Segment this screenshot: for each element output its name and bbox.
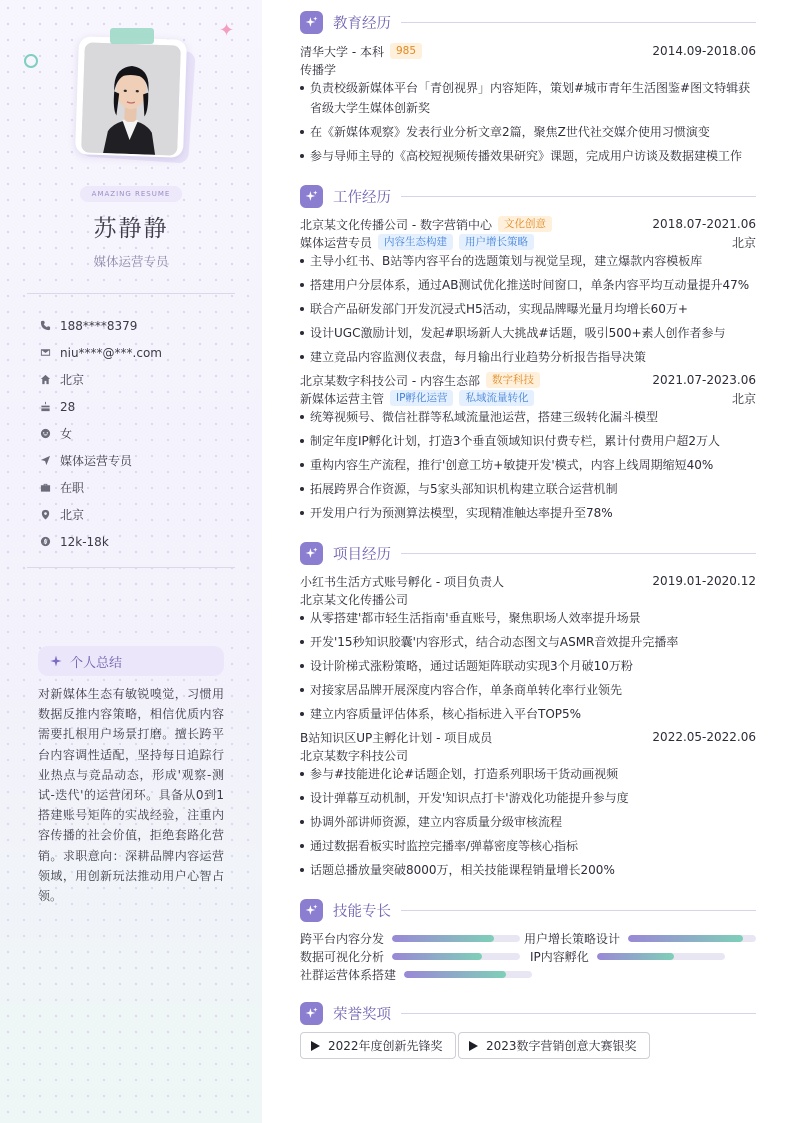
section-badge [300,542,323,565]
candidate-name: 苏静静 [93,216,169,242]
skill-bar [628,935,756,942]
phone-value: 188****8379 [60,318,138,333]
play-triangle-icon [311,1041,320,1051]
education-period: 2014.09-2018.06 [652,44,756,58]
send-icon [40,455,51,466]
location-value: 北京 [60,508,85,522]
skill-bar [392,953,520,960]
list-item: 拓展跨界合作资源，与5家头部知识机构建立联合运营机制 [300,479,756,499]
age-value: 28 [60,399,76,414]
skill-item [300,948,520,964]
avatar-portrait-icon [81,42,181,155]
education-section-header [300,10,756,34]
sparkle-icon: ✦ [219,20,235,41]
job-company-row [300,215,756,233]
info-age [40,393,162,420]
salary-icon [40,536,51,547]
salary-value: 12k-18k [60,534,109,549]
summary-title: 个人总结 [70,655,123,671]
list-item: 重构内容生产流程，推行'创意工坊+敏捷开发'模式，内容上线周期缩短40% [300,455,756,475]
target-role-value: 媒体运营专员 [60,454,133,468]
project-period: 2019.01-2020.12 [652,574,756,588]
sidebar-divider [27,293,235,294]
info-gender [40,420,162,447]
list-item: 建立内容质量评估体系，核心指标进入平台TOP5% [300,704,756,724]
award-badge [458,1032,650,1059]
info-email [40,339,162,366]
project-name: 小红书生活方式账号孵化 - 项目负责人 [300,574,504,589]
education-major-row [300,60,756,78]
awards-section-header [300,1001,756,1025]
project-name: B站知识区UP主孵化计划 - 项目成员 [300,730,493,745]
info-home [40,366,162,393]
job-company-row [300,371,756,389]
avatar [81,42,181,155]
sparkle-icon [305,16,318,29]
section-badge [300,185,323,208]
play-triangle-icon [469,1041,478,1051]
skill-name: 跨平台内容分发 [300,931,385,946]
section-badge [300,11,323,34]
sparkle-icon [50,655,62,667]
job-company: 北京某数字科技公司 - 内容生态部 [300,373,480,388]
job-city: 北京 [731,391,756,406]
work-title: 工作经历 [333,189,391,206]
section-rule [401,553,756,554]
job-skill-tag: 私域流量转化 [459,390,534,406]
list-item: 话题总播放量突破8000万，相关技能课程销量增长200% [300,860,756,880]
section-rule [401,1013,756,1014]
section-badge [300,1002,323,1025]
sidebar-divider-bottom [27,567,235,568]
list-item: 制定年度IP孵化计划，打造3个垂直领域知识付费专栏，累计付费用户超2万人 [300,431,756,451]
skill-item [300,966,532,982]
list-item: 开发'15秒知识胶囊'内容形式，结合动态图文与ASMR音效提升完播率 [300,632,756,652]
list-item: 通过数据看板实时监控完播率/弹幕密度等核心指标 [300,836,756,856]
skills-title: 技能专长 [333,903,391,920]
list-item: 协调外部讲师资源，建立内容质量分级审核流程 [300,812,756,832]
status-value: 在职 [60,481,85,495]
sparkle-icon [305,1007,318,1020]
job-period: 2018.07-2021.06 [652,217,756,231]
summary-header [38,646,224,676]
cake-icon [40,401,51,412]
list-item: 负责校级新媒体平台「青创视界」内容矩阵，策划#城市青年生活图鉴#图文特辑获省级大学生媒体创新奖 [300,78,756,118]
job-company: 北京某文化传播公司 - 数字营销中心 [300,217,492,232]
list-item: 建立竞品内容监测仪表盘，每月输出行业趋势分析报告指导决策 [300,347,756,367]
section-badge [300,899,323,922]
job-skill-tag: IP孵化运营 [390,390,453,406]
education-school-row [300,42,756,60]
skills-section-header [300,898,756,922]
project-period: 2022.05-2022.06 [652,730,756,744]
list-item: 设计UGC激励计划，发起#职场新人大挑战#话题，吸引500+素人创作者参与 [300,323,756,343]
work-section-header [300,184,756,208]
award-label: 2022年度创新先锋奖 [328,1039,443,1053]
tagline-badge: AMAZING RESUME [80,186,182,202]
skill-name: 用户增长策略设计 [524,931,621,946]
list-item: 主导小红书、B站等内容平台的选题策划与视觉呈现，建立爆款内容模板库 [300,251,756,271]
info-status [40,474,162,501]
contact-info-list [40,312,162,555]
skill-bar-fill [628,935,743,942]
list-item: 设计弹幕互动机制，开发'知识点打卡'游戏化功能提升参与度 [300,788,756,808]
list-item: 对接家居品牌开展深度内容合作，单条商单转化率行业领先 [300,680,756,700]
projects-section-header [300,541,756,565]
mail-icon [40,347,51,358]
school-tag: 985 [390,43,422,59]
list-item: 统筹视频号、微信社群等私域流量池运营，搭建三级转化漏斗模型 [300,407,756,427]
info-salary [40,528,162,555]
job-period: 2021.07-2023.06 [652,373,756,387]
candidate-role: 媒体运营专员 [93,254,169,269]
list-item: 联合产品研发部门开发沉浸式H5活动，实现品牌曝光量月均增长60万+ [300,299,756,319]
list-item: 开发用户行为预测算法模型，实现精准触达率提升至78% [300,503,756,523]
gender-value: 女 [60,427,73,441]
section-rule [401,910,756,911]
sparkle-icon [305,547,318,560]
project-org-row [300,590,756,608]
sidebar [0,0,262,1123]
education-major: 传播学 [300,62,337,77]
sparkle-icon [305,190,318,203]
company-tag: 数字科技 [486,372,540,388]
school-name: 清华大学 - 本科 [300,44,384,59]
section-rule [401,196,756,197]
list-item: 搭建用户分层体系，通过AB测试优化推送时间窗口，单条内容平均互动量提升47% [300,275,756,295]
skill-bar [392,935,520,942]
info-phone [40,312,162,339]
skill-bar-fill [392,935,494,942]
section-rule [401,22,756,23]
list-item: 在《新媒体观察》发表行业分析文章2篇，聚焦Z世代社交媒介使用习惯演变 [300,122,756,142]
home-value: 北京 [60,373,85,387]
phone-icon [40,320,51,331]
skill-bar-fill [392,953,482,960]
projects-title: 项目经历 [333,546,391,563]
skill-bar-fill [404,971,506,978]
company-tag: 文化创意 [498,216,552,232]
info-location [40,501,162,528]
list-item: 参与#技能进化论#话题企划，打造系列职场干货动画视频 [300,764,756,784]
job-skill-tag: 用户增长策略 [459,234,534,250]
skill-name: IP内容孵化 [530,949,589,964]
job-position-row [300,233,756,251]
skill-item [300,930,520,946]
decorative-ring [24,54,38,68]
award-label: 2023数字营销创意大赛银奖 [486,1039,637,1053]
briefcase-icon [40,482,51,493]
location-pin-icon [40,509,51,520]
education-title: 教育经历 [333,15,391,32]
skill-bar [597,953,725,960]
job-skill-tag: 内容生态构建 [378,234,453,250]
job-position: 新媒体运营主管 [300,391,385,406]
project-org: 北京某数字科技公司 [300,748,409,763]
gender-icon [40,428,51,439]
project-name-row [300,728,756,746]
skill-name: 数据可视化分析 [300,949,385,964]
project-name-row [300,572,756,590]
home-icon [40,374,51,385]
sparkle-icon [305,904,318,917]
info-target-role [40,447,162,474]
list-item: 参与导师主导的《高校短视频传播效果研究》课题，完成用户访谈及数据建模工作 [300,146,756,166]
job-city: 北京 [731,235,756,250]
awards-title: 荣誉奖项 [333,1006,391,1023]
photo-tape [110,28,154,44]
summary-text: 对新媒体生态有敏锐嗅觉，习惯用数据反推内容策略，相信优质内容需要扎根用户场景打磨。擅长跨平台内容调性适配，坚持每日追踪行业热点与竞品动态，形成'观察-测试-迭代'的运营闭环。具备从0到1搭建账号矩阵的实战经验，注重内容传播的社会价值，拒绝套路化营销。求职意向：深耕品牌内容运营领域，用创新玩法推动用户心智占领。 [38,687,224,904]
skill-bar-fill [597,953,674,960]
list-item: 设计阶梯式涨粉策略，通过话题矩阵联动实现3个月破10万粉 [300,656,756,676]
project-org-row [300,746,756,764]
project-org: 北京某文化传播公司 [300,592,409,607]
skill-bar [404,971,532,978]
list-item: 从零搭建'都市轻生活指南'垂直账号，聚焦职场人效率提升场景 [300,608,756,628]
skill-item [530,948,725,964]
skill-item [524,930,756,946]
award-badge [300,1032,456,1059]
job-position-row [300,389,756,407]
skill-name: 社群运营体系搭建 [300,967,397,982]
job-position: 媒体运营专员 [300,235,373,250]
email-value: niu****@***.com [60,345,162,360]
